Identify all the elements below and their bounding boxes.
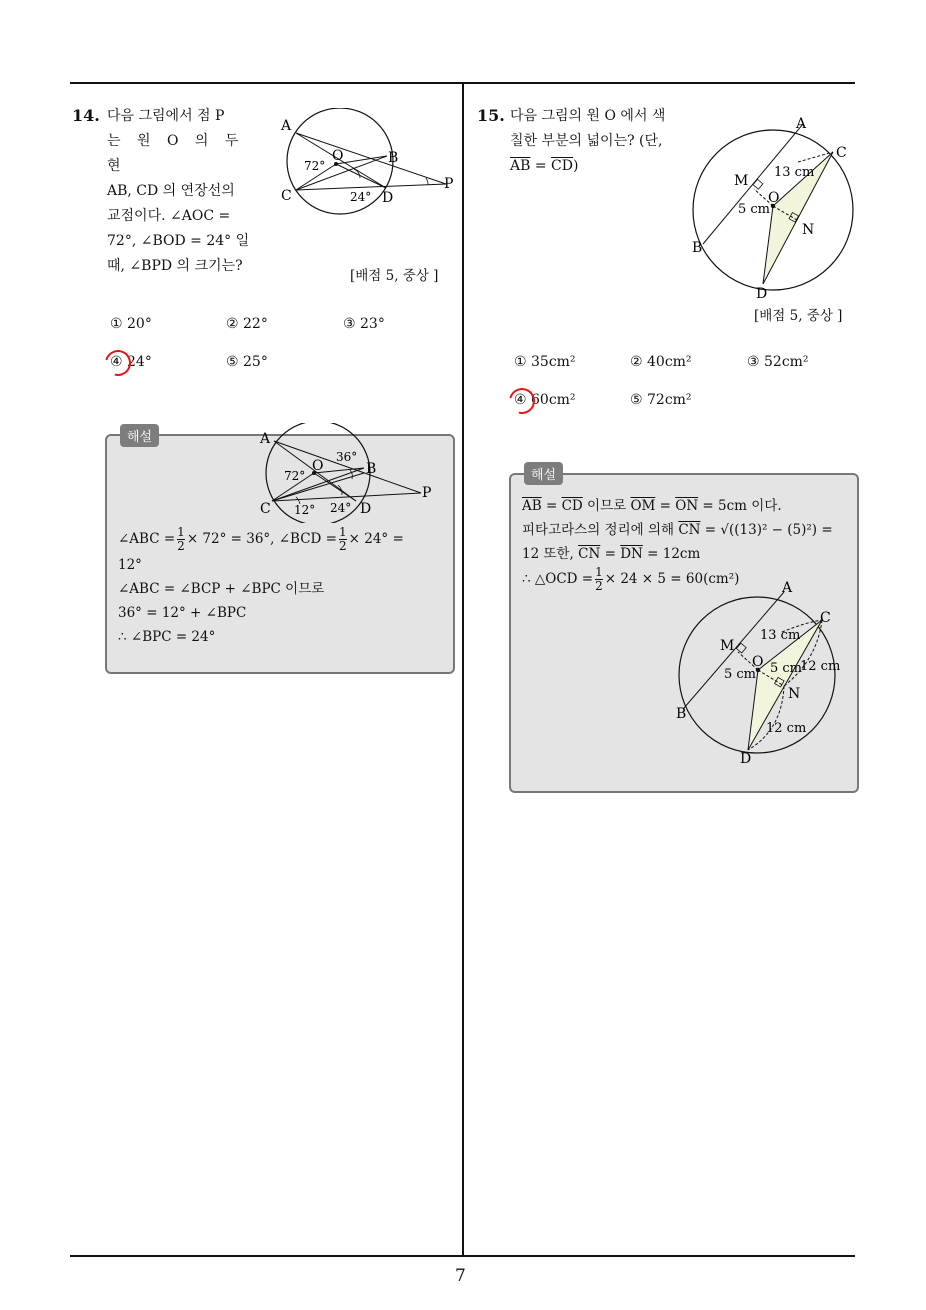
q14-option-1[interactable]: ① 20° [110, 316, 152, 332]
q15-option-4[interactable]: ④ 60cm² [514, 392, 576, 408]
svg-text:C: C [820, 610, 831, 626]
svg-text:72°: 72° [284, 469, 306, 483]
svg-text:D: D [756, 286, 768, 302]
svg-text:O: O [312, 458, 324, 474]
svg-text:12 cm: 12 cm [766, 721, 807, 736]
q15-number: 15. [477, 106, 505, 125]
svg-text:D: D [360, 501, 372, 517]
svg-text:5 cm: 5 cm [724, 667, 757, 682]
q14-solution-tag: 해설 [120, 424, 159, 447]
svg-text:12 cm: 12 cm [800, 659, 841, 674]
svg-text:12°: 12° [294, 503, 316, 517]
svg-text:M: M [734, 173, 749, 189]
q14-label-b: B [388, 150, 399, 166]
svg-text:P: P [422, 485, 432, 501]
q15-option-1[interactable]: ① 35cm² [514, 354, 576, 370]
svg-text:A: A [796, 116, 807, 132]
svg-text:B: B [676, 706, 687, 722]
svg-text:B: B [692, 240, 703, 256]
q14-figure [278, 108, 463, 218]
q15-figure [688, 112, 858, 304]
q14-answer-mark-icon [100, 345, 136, 381]
q14-question-text: 다음 그림에서 점 P 는 원 O 의 두 현 AB, CD 의 연장선의 교점이다. ∠AOC = 72°, ∠BOD = 24° 일 때, ∠BPD 의 크기는? [107, 108, 250, 274]
q15-option-5[interactable]: ⑤ 72cm² [630, 392, 692, 408]
svg-text:36°: 36° [336, 450, 358, 464]
svg-text:N: N [788, 686, 801, 702]
q14-label-p: P [444, 176, 454, 192]
q14-angle-72: 72° [304, 159, 326, 173]
q14-label-a: A [281, 118, 292, 134]
q14-option-3[interactable]: ③ 23° [343, 316, 385, 332]
svg-text:C: C [836, 145, 847, 161]
page-number: 7 [455, 1266, 466, 1286]
q14-option-4[interactable]: ④ 24° [110, 354, 152, 370]
q14-number: 14. [72, 106, 100, 125]
q15-option-3[interactable]: ③ 52cm² [747, 354, 809, 370]
q15-meta: [배점 5, 중상 ] [754, 308, 843, 324]
q14-angle-24: 24° [350, 190, 372, 204]
column-divider [462, 84, 464, 1257]
q14-label-o: O [332, 148, 344, 164]
svg-text:D: D [740, 751, 752, 767]
svg-text:13 cm: 13 cm [760, 628, 801, 643]
svg-text:24°: 24° [330, 501, 352, 515]
svg-text:5 cm: 5 cm [738, 202, 771, 217]
q15-answer-mark-icon [504, 383, 540, 419]
svg-text:O: O [752, 654, 764, 670]
svg-text:13 cm: 13 cm [774, 165, 815, 180]
q15-solution-text: $\overline{AB} = \overline{CD}$ 이므로 $\overline{OM} = \overline{ON} = 5cm$ 이다. 피타고라스의 정리에 의해 $\overline{CN} = √((13)^2 - (5)^2)$ = 12 또한, $\overline{CN} = \overline{DN} = 12cm$ ∴ △OCD = $\frac{1}{2}$ × 24 × 5 = 60(cm²) [522, 498, 833, 593]
q14-solution-figure [256, 423, 446, 523]
q14-label-c: C [281, 188, 292, 204]
svg-text:B: B [366, 461, 377, 477]
q15-question-text: 다음 그림의 원 O 에서 색 칠한 부분의 넓이는? (단, $\overline{AB} = \overline{CD}$) [510, 108, 666, 174]
svg-text:A: A [260, 431, 271, 447]
svg-text:C: C [260, 501, 271, 517]
svg-text:N: N [802, 222, 815, 238]
q15-solution-figure [672, 580, 847, 770]
svg-text:M: M [720, 638, 735, 654]
bottom-rule [70, 1255, 855, 1257]
svg-text:O: O [768, 190, 780, 206]
q14-solution-text: ∠ABC = $\frac{1}{2}$ × 72° = 36°, ∠BCD = $\frac{1}{2}$ × 24° = 12° ∠ABC = ∠BCP + ∠BPC 이므로 36° = 12° + ∠BPC ∴ ∠BPC = 24° [118, 525, 404, 645]
q14-label-d: D [382, 190, 394, 206]
svg-text:A: A [782, 580, 793, 596]
q15-option-2[interactable]: ② 40cm² [630, 354, 692, 370]
svg-text:5 cm: 5 cm [770, 661, 803, 676]
q15-solution-tag: 해설 [524, 462, 563, 485]
q14-option-5[interactable]: ⑤ 25° [226, 354, 268, 370]
q14-option-2[interactable]: ② 22° [226, 316, 268, 332]
q14-meta: [배점 5, 중상 ] [350, 268, 439, 284]
